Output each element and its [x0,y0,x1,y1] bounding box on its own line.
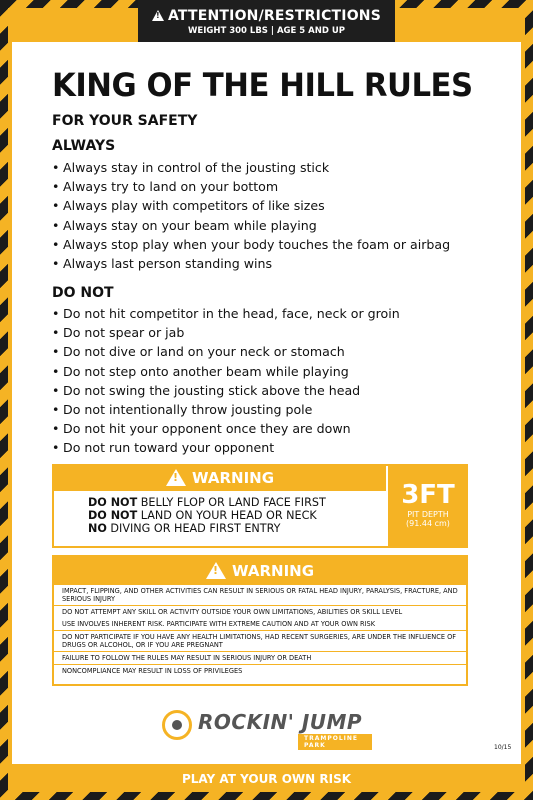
rule-item: • Do not swing the jousting stick above the head [52,381,512,400]
rule-item: • Always stay in control of the jousting stick [52,158,512,177]
warning-row: USE INVOLVES INHERENT RISK. PARTICIPATE WITH EXTREME CAUTION AND AT YOUR OWN RISK [54,618,466,631]
warning-row: IMPACT, FLIPPING, AND OTHER ACTIVITIES CAN RESULT IN SERIOUS OR FATAL HEAD INJURY, PARALYSIS, FRACTURE, AND SERIOUS INJURY [54,585,466,606]
warning-row: DO NOT ATTEMPT ANY SKILL OR ACTIVITY OUTSIDE YOUR OWN LIMITATIONS, ABILITIES OR SKILL LEVEL [62,608,403,616]
warning-line [88,496,326,509]
page-title: KING OF THE HILL RULES [52,66,473,104]
banner-subtitle: WEIGHT 300 LBS | AGE 5 AND UP [188,26,345,36]
warning-header [54,466,386,491]
rule-item: • Always play with competitors of like sizes [52,196,512,215]
warning-lines [88,496,326,535]
pit-depth-label: PIT DEPTH [407,510,449,519]
warning-icon: ! [166,469,186,486]
warning-row: DO NOT PARTICIPATE IF YOU HAVE ANY HEALTH LIMITATIONS, HAD RECENT SURGERIES, ARE UNDER THE INFLUENCE OF DRUGS OR ALCOHOL, OR IF YOU ARE PREGNANT [54,631,466,652]
warning-line-text: DIVING OR HEAD FIRST ENTRY [106,522,281,535]
warning-line [88,522,326,535]
rule-item: • Do not intentionally throw jousting pole [52,400,512,419]
safety-subtitle: FOR YOUR SAFETY [52,113,198,129]
footer-text: PLAY AT YOUR OWN RISK [181,772,352,786]
rule-item: • Do not dive or land on your neck or stomach [52,342,512,361]
warning-icon [152,10,164,21]
warning-icon: ! [206,562,226,579]
logo-tagline: TRAMPOLINE PARK [298,734,372,750]
rules-sheet [12,42,521,764]
rule-item: • Do not run toward your opponent [52,438,512,457]
warning-title: WARNING [191,469,275,487]
rule-item: • Do not hit competitor in the head, face, neck or groin [52,304,512,323]
pit-depth-value: 3FT [401,480,455,510]
rule-item: • Do not spear or jab [52,323,512,342]
rule-item: • Do not step onto another beam while playing [52,362,512,381]
donot-heading: DO NOT [52,285,114,301]
pit-warning-box [52,464,468,548]
rule-item: • Always try to land on your bottom [52,177,512,196]
warning-row: NONCOMPLIANCE MAY RESULT IN LOSS OF PRIVILEGES [62,667,243,675]
warning-line [88,509,326,522]
warning-line-text: BELLY FLOP OR LAND FACE FIRST [137,496,326,509]
general-warning-box [52,555,468,686]
banner-title: ATTENTION/RESTRICTIONS [167,8,382,24]
pit-depth-metric: (91.44 cm) [406,519,450,528]
rule-item: • Always last person standing wins [52,254,512,273]
logo-name: ROCKIN' JUMP [198,710,363,734]
attention-banner [138,0,395,42]
warning-row: FAILURE TO FOLLOW THE RULES MAY RESULT IN SERIOUS INJURY OR DEATH [54,652,466,665]
warning-rows [54,585,466,677]
warning-line-emphasis: NO [88,522,107,535]
warning-line-emphasis: DO NOT [88,509,138,522]
warning-line-emphasis: DO NOT [88,496,138,509]
always-heading: ALWAYS [52,138,116,154]
version-code: 10/15 [494,744,512,751]
logo-mark-icon [162,710,192,740]
rule-item: • Always stop play when your body touches the foam or airbag [52,235,512,254]
donot-list [52,304,512,458]
warning-line-text: LAND ON YOUR HEAD OR NECK [137,509,317,522]
rule-item: • Do not hit your opponent once they are down [52,419,512,438]
warning-title: WARNING [231,562,315,580]
warning-header [54,557,466,585]
always-list [52,158,512,273]
rockin-jump-logo [162,708,372,749]
pit-depth-panel [388,466,468,546]
rule-item: • Always stay on your beam while playing [52,216,512,235]
